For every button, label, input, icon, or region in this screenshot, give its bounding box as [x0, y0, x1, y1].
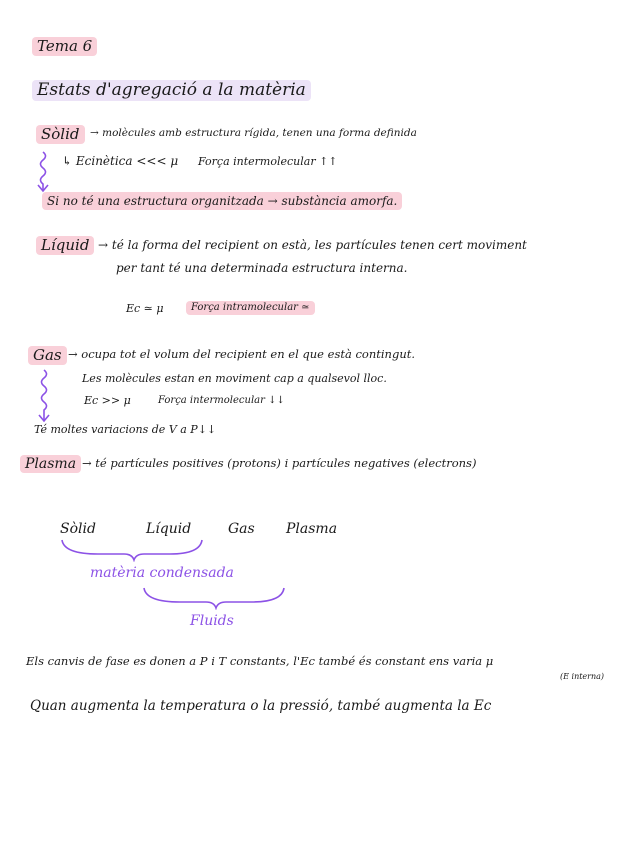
plasma-description: → té partícules positives (protons) i partícules negatives (electrons): [82, 456, 477, 470]
plasma-term: Plasma: [20, 455, 81, 473]
gas-term: Gas: [28, 346, 67, 365]
gas-note: Té moltes variacions de V a P↓↓: [34, 423, 217, 436]
topic-label: Tema 6: [32, 37, 97, 56]
gas-forca: Força intermolecular ↓↓: [158, 395, 285, 406]
fluids-brace: [140, 586, 290, 610]
phase-change-line: Els canvis de fase es donen a P i T constants, l'Ec també és constant ens varia μ: [26, 654, 494, 668]
condensada-label: matèria condensada: [90, 565, 234, 581]
condensada-brace: [58, 538, 208, 562]
solid-forca: Força intermolecular ↑↑: [198, 155, 338, 168]
gas-moviment: Les molècules estan en moviment cap a qualsevol lloc.: [82, 372, 387, 385]
liquid-ec: Ec ≃ μ: [126, 302, 164, 315]
liquid-term: Líquid: [36, 236, 94, 255]
liquid-description-2: per tant té una determinada estructura interna.: [116, 261, 408, 275]
solid-term: Sòlid: [36, 125, 85, 144]
solid-ec: ↳ Ecinètica <<< μ: [62, 154, 179, 168]
squiggle-down-arrow-icon: [36, 368, 52, 424]
temperature-line: Quan augmenta la temperatura o la pressió, també augmenta la Ec: [30, 698, 492, 714]
group-label-solid: Sòlid: [60, 521, 96, 537]
solid-description: → molècules amb estructura rígida, tenen una forma definida: [90, 127, 417, 139]
internal-energy-note: (E interna): [560, 672, 605, 681]
solid-note: [42, 195, 402, 207]
gas-ec: Ec >> μ: [84, 394, 131, 407]
squiggle-down-arrow-icon: [35, 150, 51, 194]
liquid-forca: Força intramolecular ≃: [186, 301, 315, 315]
fluids-label: Fluids: [190, 613, 234, 629]
group-label-liquid: Líquid: [146, 521, 192, 537]
group-label-gas: Gas: [228, 521, 255, 537]
page-title: Estats d'agregació a la matèria: [32, 80, 311, 101]
solid-note-text: Si no té una estructura organitzada → substància amorfa.: [42, 192, 402, 210]
group-label-plasma: Plasma: [286, 521, 338, 537]
liquid-description-1: → té la forma del recipient on està, les partícules tenen cert moviment: [98, 238, 527, 252]
gas-description: → ocupa tot el volum del recipient en el que està contingut.: [68, 347, 416, 361]
